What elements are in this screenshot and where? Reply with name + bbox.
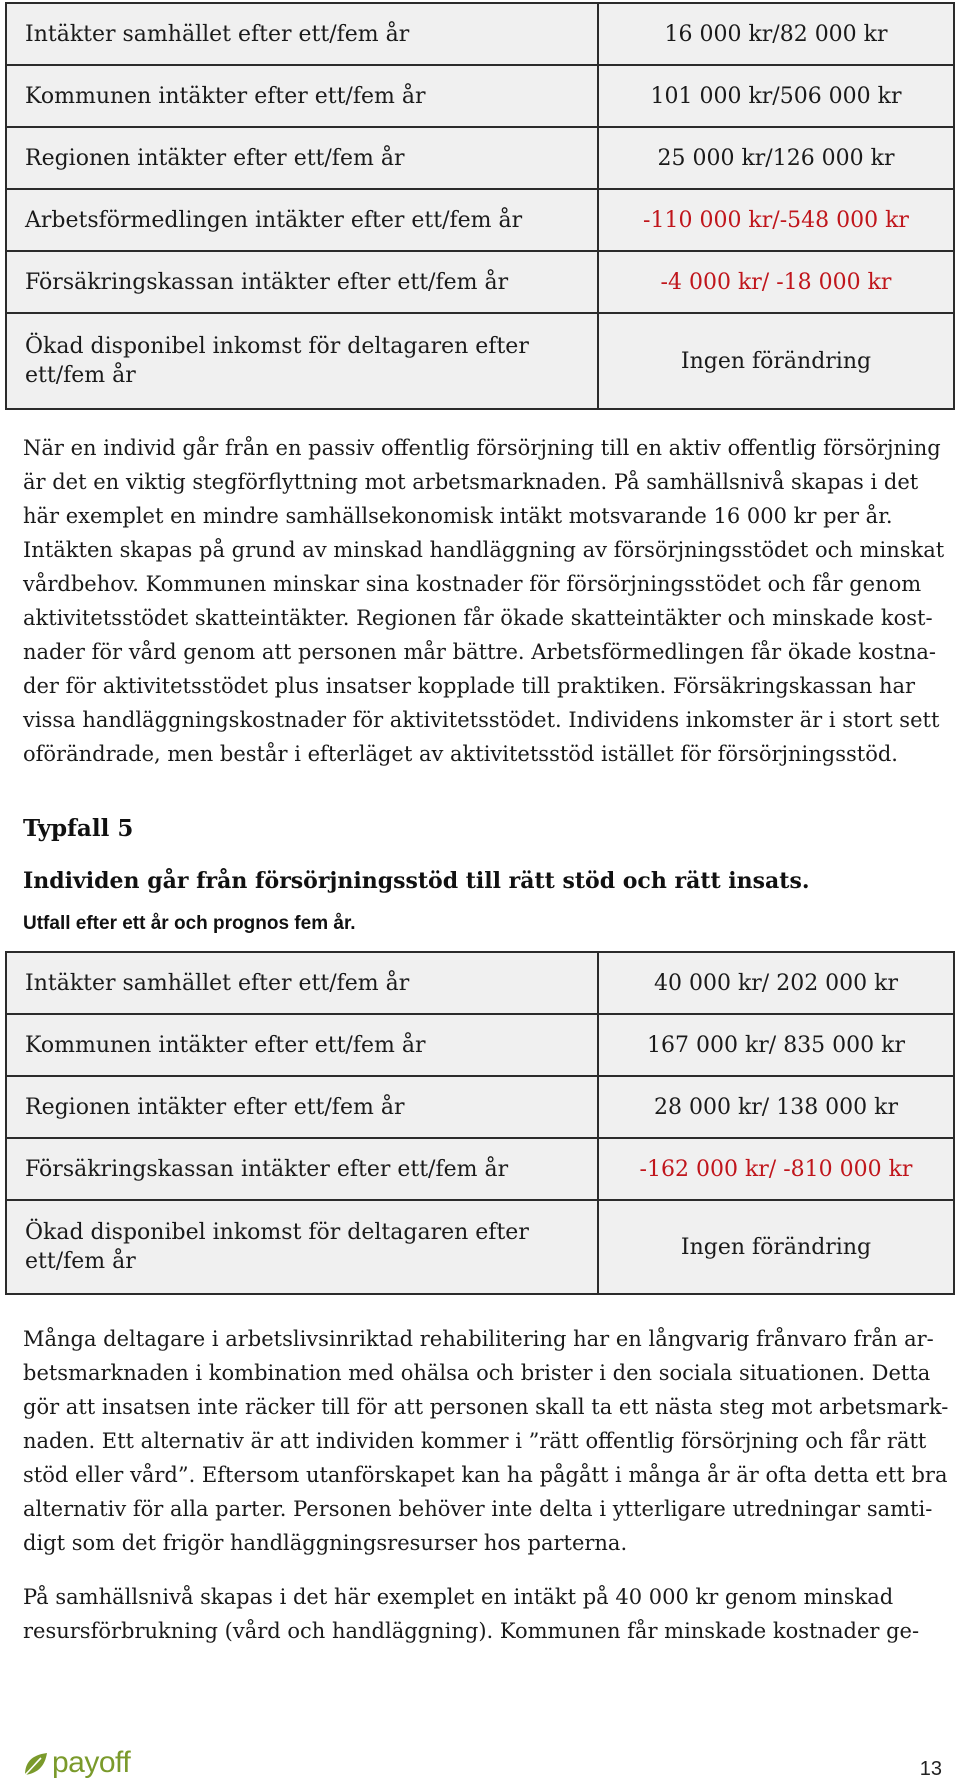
table-row xyxy=(6,3,954,65)
row-value: -110 000 kr/-548 000 kr xyxy=(598,189,954,251)
logo-wordmark: payoff xyxy=(52,1746,131,1779)
case-subtitle: Individen går från försörjningsstöd till rätt stöd och rätt insats. xyxy=(23,868,810,894)
row-value: 101 000 kr/506 000 kr xyxy=(598,65,954,127)
row-label: Kommunen intäkter efter ett/fem år xyxy=(6,65,598,127)
body-paragraph-2: Många deltagare i arbetslivsinriktad rehabilitering har en långvarig frånvaro från ar- betsmarknaden i kombination med ohälsa och brister i den sociala situationen. Detta gör att insatsen inte räcker till för att personen skall ta ett nästa steg mot arbetsmark- naden. Ett alternativ är att individen kommer i ”rätt offentlig försörjning och får rätt stöd eller vård”. Eftersom utanförskapet kan ha pågått i många år är ofta detta ett bra alternativ för alla parter. Personen behöver inte delta i ytterligare utredningar samti- digt som det frigör handläggningsresurser hos parterna. xyxy=(23,1327,949,1555)
row-value: -4 000 kr/ -18 000 kr xyxy=(598,251,954,313)
case-title: Typfall 5 xyxy=(23,815,134,842)
table-row xyxy=(6,1200,954,1294)
row-value: 40 000 kr/ 202 000 kr xyxy=(598,952,954,1014)
row-label: Arbetsförmedlingen intäkter efter ett/fem år xyxy=(6,189,598,251)
row-label: Regionen intäkter efter ett/fem år xyxy=(6,127,598,189)
row-label: Kommunen intäkter efter ett/fem år xyxy=(6,1014,598,1076)
row-label: Försäkringskassan intäkter efter ett/fem år xyxy=(6,1138,598,1200)
body-paragraph-1: När en individ går från en passiv offentlig försörjning till en aktiv offentlig försörjning är det en viktig stegförflyttning mot arbetsmarknaden. På samhällsnivå skapas i det här exemplet en mindre samhällsekonomisk intäkt motsvarande 16 000 kr per år. Intäkten skapas på grund av minskad handläggning av försörjningsstödet och minskat vårdbehov. Kommunen minskar sina kostnader för försörjningsstödet och får genom aktivitetsstödet skatteintäkter. Regionen får ökade skatteintäkter och minskade kost- nader för vård genom att personen mår bättre. Arbetsförmedlingen får ökade kostna- der för aktivitetsstödet plus insatser kopplade till praktiken. Försäkringskassan har vissa handläggningskostnader för aktivitetsstödet. Individens inkomster är i stort sett oförändrade, men består i efterläget av aktivitetsstöd istället för försörjningsstöd. xyxy=(23,436,945,766)
row-label: Intäkter samhället efter ett/fem år xyxy=(6,952,598,1014)
table-row xyxy=(6,127,954,189)
table-row xyxy=(6,1014,954,1076)
results-table-1 xyxy=(5,2,955,410)
row-value: -162 000 kr/ -810 000 kr xyxy=(598,1138,954,1200)
row-value: 28 000 kr/ 138 000 kr xyxy=(598,1076,954,1138)
payoff-logo xyxy=(23,1747,130,1779)
row-value: Ingen förändring xyxy=(598,313,954,409)
row-label: Ökad disponibel inkomst för deltagaren efter ett/fem år xyxy=(6,313,598,409)
table-row xyxy=(6,251,954,313)
payoff-leaf-icon xyxy=(23,1749,49,1777)
row-value: Ingen förändring xyxy=(598,1200,954,1294)
outcome-caption: Utfall efter ett år och prognos fem år. xyxy=(23,913,356,934)
table-row xyxy=(6,189,954,251)
table-row xyxy=(6,65,954,127)
row-label: Försäkringskassan intäkter efter ett/fem år xyxy=(6,251,598,313)
table-row xyxy=(6,1138,954,1200)
row-label: Ökad disponibel inkomst för deltagaren efter ett/fem år xyxy=(6,1200,598,1294)
results-table-2 xyxy=(5,951,955,1295)
table-row xyxy=(6,1076,954,1138)
row-value: 167 000 kr/ 835 000 kr xyxy=(598,1014,954,1076)
table-row xyxy=(6,952,954,1014)
row-value: 16 000 kr/82 000 kr xyxy=(598,3,954,65)
row-value: 25 000 kr/126 000 kr xyxy=(598,127,954,189)
table-row xyxy=(6,313,954,409)
page-number: 13 xyxy=(919,1758,942,1780)
row-label: Regionen intäkter efter ett/fem år xyxy=(6,1076,598,1138)
row-label: Intäkter samhället efter ett/fem år xyxy=(6,3,598,65)
body-paragraph-3: På samhällsnivå skapas i det här exemplet en intäkt på 40 000 kr genom minskad resursförbrukning (vård och handläggning). Kommunen får minskade kostnader ge- xyxy=(23,1585,920,1643)
